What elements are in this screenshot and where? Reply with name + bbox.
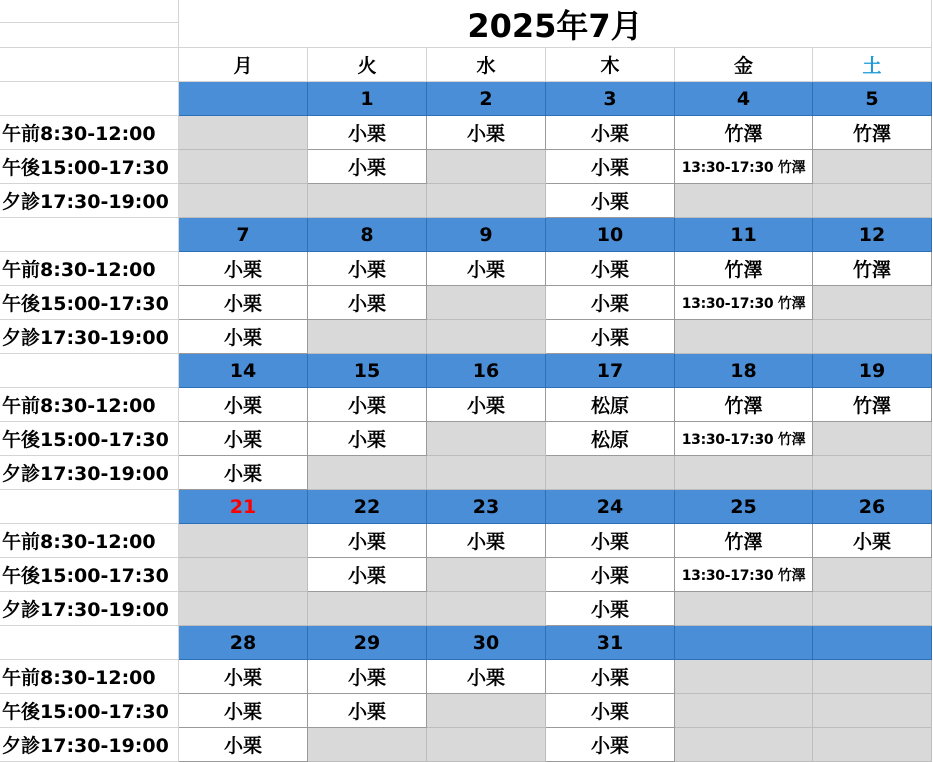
- schedule-cell[interactable]: [813, 592, 932, 626]
- schedule-cell[interactable]: [427, 456, 546, 490]
- schedule-cell[interactable]: [427, 592, 546, 626]
- schedule-cell[interactable]: [179, 592, 308, 626]
- slot-label: 夕診17:30-19:00: [0, 728, 179, 762]
- schedule-cell[interactable]: 松原: [546, 388, 675, 422]
- schedule-cell[interactable]: 小栗: [308, 694, 427, 728]
- schedule-cell[interactable]: 小栗: [308, 660, 427, 694]
- schedule-cell[interactable]: [813, 184, 932, 218]
- date-cell[interactable]: 23: [427, 490, 546, 524]
- schedule-cell[interactable]: [308, 592, 427, 626]
- slot-label: 夕診17:30-19:00: [0, 320, 179, 354]
- weekday-header: 火: [308, 48, 427, 82]
- schedule-cell[interactable]: [813, 660, 932, 694]
- schedule-cell[interactable]: [813, 320, 932, 354]
- date-cell[interactable]: 15: [308, 354, 427, 388]
- schedule-cell[interactable]: 松原: [546, 422, 675, 456]
- schedule-cell[interactable]: 小栗: [427, 388, 546, 422]
- date-row-label: [0, 218, 179, 252]
- schedule-cell[interactable]: [427, 422, 546, 456]
- schedule-cell[interactable]: 竹澤: [675, 388, 813, 422]
- weekday-header: 土: [813, 48, 932, 82]
- schedule-cell[interactable]: [427, 150, 546, 184]
- schedule-cell[interactable]: 小栗: [427, 660, 546, 694]
- slot-label: 夕診17:30-19:00: [0, 184, 179, 218]
- schedule-cell[interactable]: [179, 116, 308, 150]
- schedule-cell[interactable]: [675, 694, 813, 728]
- date-cell[interactable]: 21: [179, 490, 308, 524]
- schedule-cell[interactable]: 小栗: [308, 558, 427, 592]
- schedule-cell[interactable]: 小栗: [546, 184, 675, 218]
- slot-label: 午前8:30-12:00: [0, 660, 179, 694]
- slot-label: 午前8:30-12:00: [0, 388, 179, 422]
- schedule-cell[interactable]: 小栗: [546, 728, 675, 762]
- schedule-cell[interactable]: 小栗: [813, 524, 932, 558]
- corner-cell: [0, 0, 179, 48]
- weekday-header: 月: [179, 48, 308, 82]
- schedule-cell[interactable]: 小栗: [546, 320, 675, 354]
- schedule-cell[interactable]: 竹澤: [675, 252, 813, 286]
- schedule-cell[interactable]: 小栗: [546, 558, 675, 592]
- schedule-cell[interactable]: [813, 150, 932, 184]
- schedule-cell[interactable]: [179, 150, 308, 184]
- date-cell[interactable]: 5: [813, 82, 932, 116]
- schedule-cell[interactable]: 小栗: [179, 456, 308, 490]
- schedule-cell[interactable]: [813, 728, 932, 762]
- date-cell[interactable]: 26: [813, 490, 932, 524]
- schedule-cell[interactable]: 小栗: [179, 286, 308, 320]
- schedule-cell[interactable]: [675, 320, 813, 354]
- schedule-cell[interactable]: [427, 286, 546, 320]
- schedule-cell[interactable]: [308, 456, 427, 490]
- slot-label: 午後15:00-17:30: [0, 558, 179, 592]
- schedule-cell[interactable]: 小栗: [546, 116, 675, 150]
- date-cell[interactable]: 30: [427, 626, 546, 660]
- date-cell[interactable]: 17: [546, 354, 675, 388]
- schedule-cell[interactable]: 小栗: [179, 422, 308, 456]
- slot-label: 午前8:30-12:00: [0, 524, 179, 558]
- schedule-cell[interactable]: 小栗: [308, 116, 427, 150]
- schedule-cell[interactable]: 13:30-17:30 竹澤: [675, 150, 813, 184]
- date-cell[interactable]: 19: [813, 354, 932, 388]
- date-cell[interactable]: 28: [179, 626, 308, 660]
- date-cell[interactable]: 1: [308, 82, 427, 116]
- date-cell[interactable]: [179, 82, 308, 116]
- date-row-label: [0, 354, 179, 388]
- schedule-cell[interactable]: [813, 286, 932, 320]
- schedule-cell[interactable]: [427, 558, 546, 592]
- date-cell[interactable]: 4: [675, 82, 813, 116]
- date-row-label: [0, 82, 179, 116]
- date-cell[interactable]: 14: [179, 354, 308, 388]
- schedule-cell[interactable]: 小栗: [308, 286, 427, 320]
- schedule-cell[interactable]: 小栗: [546, 252, 675, 286]
- slot-label: 午後15:00-17:30: [0, 694, 179, 728]
- schedule-cell[interactable]: 小栗: [308, 150, 427, 184]
- date-cell[interactable]: 11: [675, 218, 813, 252]
- slot-label: 午後15:00-17:30: [0, 286, 179, 320]
- schedule-cell[interactable]: [546, 456, 675, 490]
- schedule-cell[interactable]: 13:30-17:30 竹澤: [675, 558, 813, 592]
- schedule-cell[interactable]: 小栗: [179, 694, 308, 728]
- schedule-cell[interactable]: 小栗: [179, 660, 308, 694]
- schedule-cell[interactable]: 小栗: [546, 694, 675, 728]
- slot-label: 午前8:30-12:00: [0, 116, 179, 150]
- schedule-cell[interactable]: 小栗: [179, 388, 308, 422]
- schedule-cell[interactable]: [813, 694, 932, 728]
- schedule-cell[interactable]: 小栗: [308, 388, 427, 422]
- schedule-cell[interactable]: 小栗: [546, 286, 675, 320]
- slot-label: 午後15:00-17:30: [0, 150, 179, 184]
- date-cell[interactable]: 10: [546, 218, 675, 252]
- date-cell[interactable]: 24: [546, 490, 675, 524]
- date-cell[interactable]: 29: [308, 626, 427, 660]
- weekday-header: 水: [427, 48, 546, 82]
- schedule-cell[interactable]: [427, 320, 546, 354]
- schedule-cell[interactable]: 竹澤: [675, 116, 813, 150]
- schedule-cell[interactable]: 竹澤: [813, 388, 932, 422]
- date-cell[interactable]: [813, 626, 932, 660]
- date-cell[interactable]: 25: [675, 490, 813, 524]
- schedule-cell[interactable]: [675, 184, 813, 218]
- schedule-cell[interactable]: [813, 422, 932, 456]
- date-cell[interactable]: 9: [427, 218, 546, 252]
- date-cell[interactable]: 2: [427, 82, 546, 116]
- date-cell[interactable]: [675, 626, 813, 660]
- schedule-cell[interactable]: 小栗: [308, 422, 427, 456]
- schedule-cell[interactable]: 竹澤: [675, 524, 813, 558]
- schedule-cell[interactable]: 小栗: [546, 592, 675, 626]
- slot-label: 夕診17:30-19:00: [0, 456, 179, 490]
- schedule-cell[interactable]: 小栗: [427, 524, 546, 558]
- date-cell[interactable]: 12: [813, 218, 932, 252]
- schedule-cell[interactable]: [675, 592, 813, 626]
- schedule-cell[interactable]: 小栗: [179, 320, 308, 354]
- schedule-cell[interactable]: [813, 456, 932, 490]
- schedule-cell[interactable]: [675, 728, 813, 762]
- schedule-cell[interactable]: 小栗: [308, 524, 427, 558]
- date-row-label: [0, 490, 179, 524]
- schedule-cell[interactable]: 竹澤: [813, 116, 932, 150]
- schedule-cell[interactable]: [813, 558, 932, 592]
- schedule-cell[interactable]: 小栗: [546, 150, 675, 184]
- schedule-cell[interactable]: 13:30-17:30 竹澤: [675, 422, 813, 456]
- date-cell[interactable]: 18: [675, 354, 813, 388]
- slot-label: 午前8:30-12:00: [0, 252, 179, 286]
- schedule-cell[interactable]: [675, 456, 813, 490]
- date-cell[interactable]: 8: [308, 218, 427, 252]
- schedule-cell[interactable]: 13:30-17:30 竹澤: [675, 286, 813, 320]
- schedule-cell[interactable]: [427, 184, 546, 218]
- schedule-cell[interactable]: [179, 184, 308, 218]
- date-cell[interactable]: 16: [427, 354, 546, 388]
- schedule-cell[interactable]: 小栗: [179, 252, 308, 286]
- schedule-cell[interactable]: 竹澤: [813, 252, 932, 286]
- weekday-header: 木: [546, 48, 675, 82]
- schedule-cell[interactable]: 小栗: [427, 116, 546, 150]
- schedule-cell[interactable]: [179, 524, 308, 558]
- schedule-cell[interactable]: 小栗: [546, 524, 675, 558]
- date-row-label: [0, 626, 179, 660]
- schedule-cell[interactable]: [308, 728, 427, 762]
- schedule-cell[interactable]: [675, 660, 813, 694]
- spacer-cell: [0, 48, 179, 82]
- schedule-cell[interactable]: [427, 728, 546, 762]
- schedule-cell[interactable]: 小栗: [427, 252, 546, 286]
- date-cell[interactable]: 22: [308, 490, 427, 524]
- date-cell[interactable]: 3: [546, 82, 675, 116]
- schedule-cell[interactable]: 小栗: [546, 660, 675, 694]
- schedule-cell[interactable]: 小栗: [308, 252, 427, 286]
- schedule-cell[interactable]: [179, 558, 308, 592]
- page-title: 2025年7月: [179, 0, 932, 48]
- schedule-cell[interactable]: [308, 320, 427, 354]
- date-cell[interactable]: 31: [546, 626, 675, 660]
- weekday-header: 金: [675, 48, 813, 82]
- schedule-cell[interactable]: [427, 694, 546, 728]
- slot-label: 午後15:00-17:30: [0, 422, 179, 456]
- slot-label: 夕診17:30-19:00: [0, 592, 179, 626]
- date-cell[interactable]: 7: [179, 218, 308, 252]
- schedule-cell[interactable]: [308, 184, 427, 218]
- schedule-cell[interactable]: 小栗: [179, 728, 308, 762]
